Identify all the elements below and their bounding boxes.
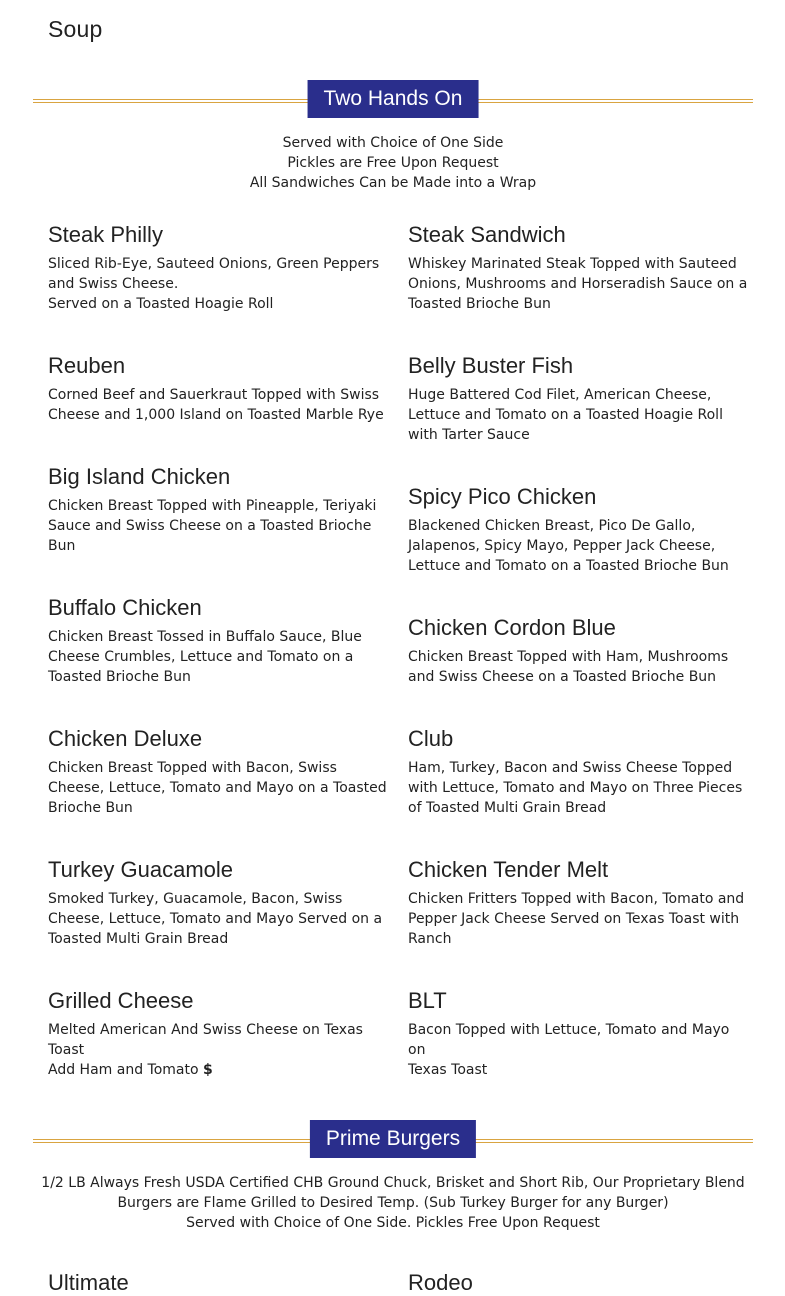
- intro-line: All Sandwiches Can be Made into a Wrap: [249, 175, 537, 191]
- item-description: Smoked Turkey, Guacamole, Bacon, Swiss Cheese, Lettuce, Tomato and Mayo Served on a Toasted Multi Grain Bread: [48, 891, 383, 947]
- menu-item-chicken-cordon-blue: [408, 614, 748, 687]
- section-title-soup: Soup: [48, 16, 103, 42]
- menu-item-chicken-deluxe: [48, 725, 388, 818]
- item-description: Sliced Rib-Eye, Sauteed Onions, Green Peppers and Swiss Cheese. Served on a Toasted Hoagie Roll: [48, 256, 380, 312]
- menu-item-big-island-chicken: [48, 463, 388, 556]
- menu-item-grilled-cheese: [48, 987, 388, 1080]
- item-description: Chicken Breast Topped with Bacon, Swiss Cheese, Lettuce, Tomato and Mayo on a Toasted Brioche Bun: [48, 760, 387, 816]
- item-description: Corned Beef and Sauerkraut Topped with Swiss Cheese and 1,000 Island on Toasted Marble Rye: [48, 387, 384, 423]
- item-description: Huge Battered Cod Filet, American Cheese, Lettuce and Tomato on a Toasted Hoagie Roll with Tarter Sauce: [408, 387, 723, 443]
- item-description: Chicken Breast Topped with Pineapple, Teriyaki Sauce and Swiss Cheese on a Toasted Brioche Bun: [48, 498, 377, 554]
- item-description: Chicken Breast Topped with Ham, Mushrooms and Swiss Cheese on a Toasted Brioche Bun: [408, 649, 729, 685]
- item-name: Chicken Tender Melt: [408, 857, 609, 882]
- item-addon: Add Ham and Tomato $: [48, 1062, 213, 1078]
- addon-price: $: [203, 1062, 213, 1078]
- menu-item-steak-philly: [48, 221, 388, 314]
- menu-item-belly-buster-fish: [408, 352, 748, 445]
- item-description: Whiskey Marinated Steak Topped with Sauteed Onions, Mushrooms and Horseradish Sauce on a Toasted Brioche Bun: [408, 256, 748, 312]
- item-description: Bacon Topped with Lettuce, Tomato and Mayo on Texas Toast: [408, 1022, 730, 1078]
- intro-line: 1/2 LB Always Fresh USDA Certified CHB Ground Chuck, Brisket and Short Rib, Our Proprietary Blend: [41, 1175, 745, 1191]
- item-name: Steak Sandwich: [408, 222, 566, 247]
- menu-item-turkey-guacamole: [48, 856, 388, 949]
- item-description: Chicken Fritters Topped with Bacon, Tomato and Pepper Jack Cheese Served on Texas Toast with Ranch: [408, 891, 745, 947]
- item-description: Blackened Chicken Breast, Pico De Gallo, Jalapenos, Spicy Mayo, Pepper Jack Cheese, Lettuce and Tomato on a Toasted Brioche Bun: [408, 518, 729, 574]
- item-name: Buffalo Chicken: [48, 595, 202, 620]
- item-name: Reuben: [48, 353, 126, 378]
- menu-item-club: [408, 725, 748, 818]
- item-description: Chicken Breast Tossed in Buffalo Sauce, Blue Cheese Crumbles, Lettuce and Tomato on a Toasted Brioche Bun: [48, 629, 362, 685]
- menu-item-steak-sandwich: [408, 221, 748, 314]
- item-name: BLT: [408, 988, 447, 1013]
- intro-line: Pickles are Free Upon Request: [287, 155, 499, 171]
- item-name: Chicken Deluxe: [48, 726, 203, 751]
- menu-item-spicy-pico-chicken: [408, 483, 748, 576]
- item-name: Turkey Guacamole: [48, 857, 234, 882]
- item-name: Big Island Chicken: [48, 464, 231, 489]
- section-header-two-hands-on: [33, 80, 753, 120]
- section-label: Prime Burgers: [310, 1120, 476, 1158]
- item-name: Chicken Cordon Blue: [408, 615, 616, 640]
- item-name: Club: [408, 726, 454, 751]
- item-name: Spicy Pico Chicken: [408, 484, 597, 509]
- section-header-prime-burgers: [33, 1120, 753, 1160]
- item-name: Belly Buster Fish: [408, 353, 574, 378]
- item-name: Grilled Cheese: [48, 988, 194, 1013]
- section-intro-prime-burgers: [33, 1173, 753, 1233]
- menu-item-ultimate: Ultimate: [48, 1270, 129, 1295]
- section-label: Two Hands On: [308, 80, 479, 118]
- menu-item-reuben: [48, 352, 388, 425]
- item-description: Ham, Turkey, Bacon and Swiss Cheese Topped with Lettuce, Tomato and Mayo on Three Pieces of Toasted Multi Grain Bread: [408, 760, 743, 816]
- intro-line: Served with Choice of One Side: [282, 135, 504, 151]
- intro-line: Served with Choice of One Side. Pickles Free Upon Request: [186, 1215, 600, 1231]
- intro-line: Burgers are Flame Grilled to Desired Temp. (Sub Turkey Burger for any Burger): [117, 1195, 669, 1211]
- section-intro-two-hands-on: [33, 133, 753, 193]
- item-description: Melted American And Swiss Cheese on Texas Toast Add Ham and Tomato $: [48, 1020, 388, 1080]
- item-name: Steak Philly: [48, 222, 163, 247]
- menu-item-chicken-tender-melt: [408, 856, 748, 949]
- menu-item-buffalo-chicken: [48, 594, 388, 687]
- menu-item-rodeo: Rodeo: [408, 1270, 473, 1295]
- menu-item-blt: [408, 987, 748, 1080]
